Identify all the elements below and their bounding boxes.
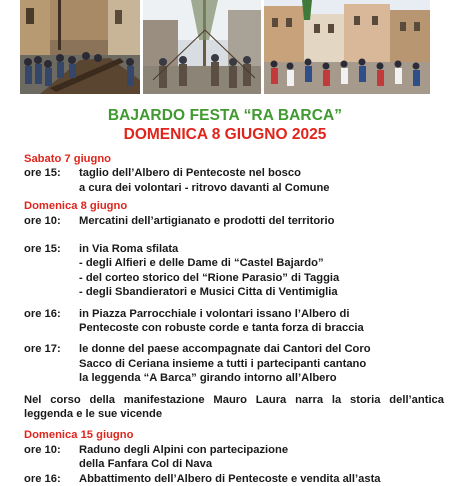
event-time: ore 17:: [24, 343, 61, 356]
photo-dancers-square: [264, 0, 430, 94]
event-text: - degli Sbandieratori e Musici Citta di Ventimiglia: [79, 286, 338, 299]
event-text: Abbattimento dell’Albero di Pentecoste e vendita all’asta: [79, 472, 381, 485]
event-row: [24, 214, 444, 228]
event-time: ore 10:: [24, 214, 61, 227]
event-time: ore 15:: [24, 167, 61, 180]
event-row: [24, 166, 444, 180]
event-text: la leggenda “A Barca” girando intorno all’Albero: [79, 372, 337, 385]
event-time: ore 16:: [24, 472, 61, 485]
programme: [24, 152, 444, 486]
event-text: Sacco di Ceriana insieme a tutti i partecipanti cantano: [79, 357, 367, 370]
event-row: [24, 342, 444, 356]
event-text: taglio dell’Albero di Pentecoste nel bosco: [79, 167, 301, 180]
event-text: della Fanfara Col di Nava: [79, 458, 213, 471]
event-text: in Piazza Parrocchiale i volontari issano l’Albero di: [79, 307, 350, 320]
event-text: Pentecoste con robuste corde e tanta forza di braccia: [79, 321, 364, 334]
photo-crowd-tree: [20, 0, 140, 94]
event-time: ore 16:: [24, 307, 61, 320]
day-heading: Sabato 7 giugno: [24, 153, 112, 165]
event-text: a cura dei volontari - ritrovo davanti al Comune: [79, 181, 330, 194]
event-row: [24, 242, 444, 256]
event-text: Raduno degli Alpini con partecipazione: [79, 443, 289, 456]
photo-strip: [0, 0, 450, 96]
event-text: - del corteo storico del “Rione Parasio” di Taggia: [79, 271, 340, 284]
narration-note: Nel corso della manifestazione Mauro Laura narra la storia dell’antica leggenda e le sue vicende: [24, 393, 444, 420]
event-text: in Via Roma sfilata: [79, 242, 179, 255]
day-heading: Domenica 15 giugno: [24, 429, 134, 442]
event-row: [24, 472, 444, 486]
festival-title: BAJARDO FESTA “RA BARCA”: [107, 107, 343, 124]
day-heading: Domenica 8 giugno: [24, 200, 128, 213]
event-text: le donne del paese accompagnate dai Cantori del Coro: [79, 343, 371, 356]
event-time: ore 10:: [24, 443, 61, 456]
event-text: - degli Alfieri e delle Dame di “Castel Bajardo”: [79, 257, 324, 270]
photo-raising-tree: [143, 0, 261, 94]
event-row: [24, 307, 444, 321]
event-text: Mercatini dell’artigianato e prodotti del territorio: [79, 214, 335, 227]
festival-date: DOMENICA 8 GIUGNO 2025: [123, 126, 327, 143]
event-time: ore 15:: [24, 242, 61, 255]
